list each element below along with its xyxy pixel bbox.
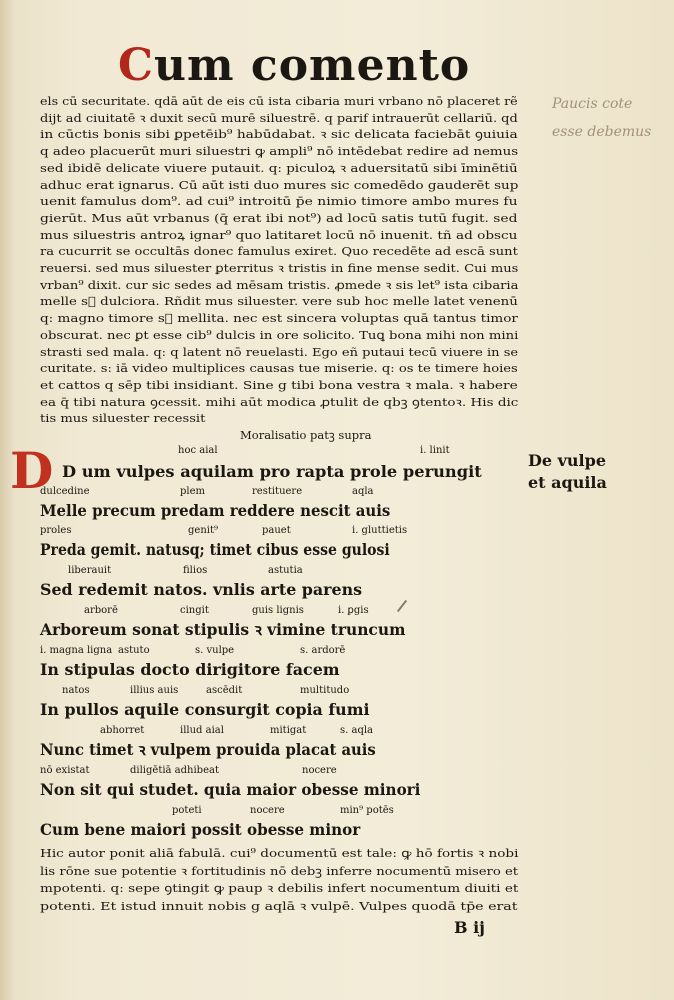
gloss-word: s. vulpe xyxy=(195,645,235,656)
commentary-line: in cūctis bonis sibi ꝑpetēib⁹ habūdabat. ꝛ sic delicata faciebāt ꝯuiuia xyxy=(40,127,518,142)
commentary-line: q: magno timore sᷓ mellita. nec est sincera voluptas quā tantus timor xyxy=(40,311,518,326)
page-title xyxy=(118,40,471,91)
margin-note-line-2: esse debemus xyxy=(552,124,652,140)
closing-line: Hic autor ponit aliā fabulā. cui⁹ documentū est tale: ꝙ hō fortis ꝛ nobi xyxy=(40,846,519,860)
side-heading-line-2: et aquila xyxy=(528,473,607,492)
commentary-line: vrban⁹ dixit. cur sic sedes ad mēsam tristis. ꝓmede ꝛ sis let⁹ ista cibaria xyxy=(40,277,519,292)
gloss-word: pauet xyxy=(262,525,291,536)
gloss-word: dulcedine xyxy=(40,486,90,497)
commentary-line: mus siluestris antroꝝ ignar⁹ quo latitaret locū nō inuenit. tñ ad obscu xyxy=(40,227,518,242)
binding-shadow xyxy=(0,0,16,1000)
commentary-line: adhuc erat ignarus. Cū aūt isti duo mures sic comedēdo gauderēt sup xyxy=(40,177,519,192)
gloss-word: s. ardorē xyxy=(300,645,346,656)
pen-mark xyxy=(397,600,407,612)
gloss-word: min⁹ potēs xyxy=(340,805,394,816)
gloss-word: filios xyxy=(183,565,208,576)
drop-cap: D xyxy=(10,441,54,500)
gloss-word: proles xyxy=(40,525,72,536)
verse-line: In pullos aquile consurgit copia fumi xyxy=(40,700,370,719)
commentary-line: tis mus siluester recessit xyxy=(40,411,206,426)
gloss-word: ascēdit xyxy=(206,685,243,696)
verse-line: In stipulas docto dirigitore facem xyxy=(40,660,340,679)
gloss-word: mitigat xyxy=(270,725,307,736)
gloss-word: abhorret xyxy=(100,725,145,736)
commentary-line: dijt ad ciuitatē ꝛ duxit secū murē siluestrē. q parif intrauerūt cellariū. qd xyxy=(40,110,518,125)
gloss-word: nocere xyxy=(302,765,337,776)
verse-line: D um vulpes aquilam pro rapta prole perungit xyxy=(62,462,482,481)
gloss-word: i. gluttietis xyxy=(352,525,408,536)
gloss-word: nō existat xyxy=(40,765,90,776)
gloss-word: aqla xyxy=(352,486,374,497)
closing-line: potenti. Et istud innuit nobis g aqlā ꝛ vulpē. Vulpes quodā tp̄e erat xyxy=(40,898,518,913)
gloss-word: restituere xyxy=(252,486,303,497)
gloss-word: nocere xyxy=(250,805,285,816)
gloss-word: liberauit xyxy=(68,565,112,576)
verse-line: Non sit qui studet. quia maior obesse minori xyxy=(40,780,421,799)
gloss-word: s. aqla xyxy=(340,725,374,736)
commentary-line: obscurat. nec ꝑt esse cib⁹ dulcis in ore solicito. Tuꝗ bona mihi non mini xyxy=(40,327,519,342)
gloss-word: plem xyxy=(180,486,205,497)
closing-line: mpotenti. q: sepe ꝯtingit ꝙ paup ꝛ debilis infert nocumentum diuiti et xyxy=(40,881,519,895)
gloss-word: genit⁹ xyxy=(188,525,218,536)
gloss-word: diligētiā adhibeat xyxy=(130,765,219,776)
title-capital: C xyxy=(118,40,155,91)
title-text: um comento xyxy=(154,40,471,91)
gloss-word: hoc aial xyxy=(178,445,218,456)
verse-line: Melle precum predam reddere nescit auis xyxy=(40,501,391,520)
gloss-word: i. ꝑgis xyxy=(338,605,369,616)
gloss-word: i. linit xyxy=(420,445,450,456)
signature-mark: B ij xyxy=(454,918,485,937)
commentary-line: els cū securitate. qdā aūt de eis cū ista cibaria muri vrbano nō placeret rẽ xyxy=(40,94,518,108)
commentary-line: q adeo placuerūt muri siluestri ꝙ ampli⁹ nō intēdebat redire ad nemus xyxy=(40,144,519,159)
commentary-line: curitate. s: iā video multiplices causas tue miserie. q: os te timere hoies xyxy=(40,361,518,376)
margin-note-line-1: Paucis cote xyxy=(552,96,633,112)
verse-line: Arboreum sonat stipulis ꝛ vimine truncum xyxy=(40,620,406,639)
gloss-word: guis lignis xyxy=(252,605,304,616)
commentary-line: melle sᷓ dulciora. Rñdit mus siluester. vere sub hoc melle latet venenū xyxy=(40,294,518,309)
commentary-line: uenit famulus dom⁹. ad cui⁹ introitū p̄e nimio timore ambo mures fu xyxy=(40,194,518,209)
gloss-word: cingit xyxy=(180,605,209,616)
gloss-word: illud aial xyxy=(180,725,224,736)
gloss-word: astutia xyxy=(268,565,303,576)
closing-line: lis rōne sue potentie ꝛ fortitudinis nō debꝫ inferre nocumentū misero et xyxy=(40,863,519,878)
commentary-line: ra cucurrit se occultās donec famulus exiret. Quo recedēte ad escā sunt xyxy=(40,244,518,259)
commentary-line: reuersi. sed mus siluester ꝑterritus ꝛ tristis in fine mense sedit. Cui mus xyxy=(40,261,519,275)
commentary-line: strasti sed mala. q: q latent nō reuelasti. Ego eñ putaui tecū viuere in se xyxy=(40,344,519,359)
gloss-word: i. magna ligna xyxy=(40,645,113,656)
commentary-line: sed ibidē delicate viuere putauit. q: piculoꝝ ꝛ aduersitatū sibi īminētiū xyxy=(40,160,518,175)
verse-line: Sed redemit natos. vnlis arte parens xyxy=(40,580,363,599)
gloss-word: illius auis xyxy=(130,685,179,696)
commentary-line: et cattos q sēp tibi insidiant. Sine g tibi bona vestra ꝛ mala. ꝛ habere xyxy=(40,377,518,392)
verse-line: Cum bene maiori possit obesse minor xyxy=(40,820,361,839)
gloss-word: astuto xyxy=(118,645,150,656)
moralisatio: Moralisatio patꝫ supra xyxy=(240,428,372,442)
commentary-line: gierūt. Mus aūt vrbanus (q̄ erat ibi not⁹) ad locū satis tutū fugit. sed xyxy=(40,210,518,225)
gloss-word: natos xyxy=(62,685,90,696)
gloss-word: poteti xyxy=(172,805,202,816)
verse-line: Preda gemit. natusq; timet cibus esse gulosi xyxy=(40,540,390,559)
gloss-word: arborē xyxy=(84,605,118,616)
gloss-word: multitudo xyxy=(300,685,350,696)
commentary-line: ea q̄ tibi natura ꝯcessit. mihi aūt modica ꝓtulit de qbꝫ ꝯtentoꝛ. His dic xyxy=(40,394,519,409)
verse-line: Nunc timet ꝛ vulpem prouida placat auis xyxy=(40,740,376,759)
side-heading-line-1: De vulpe xyxy=(528,451,606,470)
